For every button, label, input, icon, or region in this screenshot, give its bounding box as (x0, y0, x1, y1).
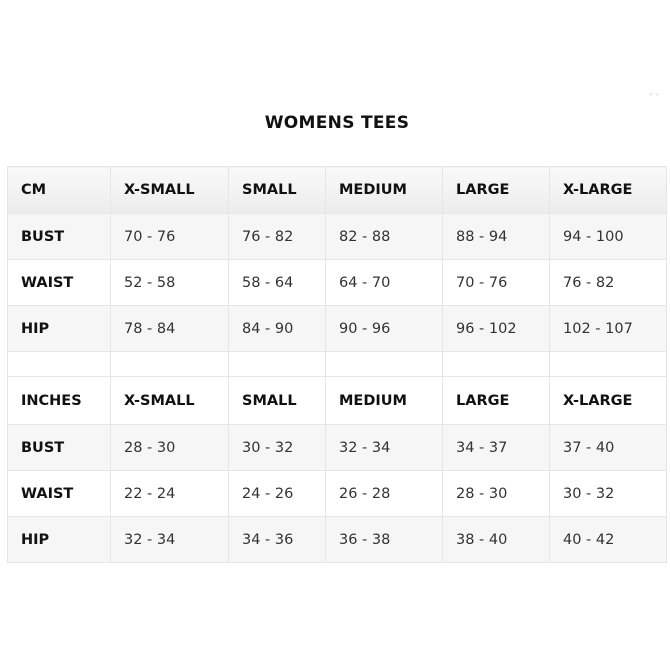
row-label: HIP (8, 306, 111, 352)
cm-hip-medium: 90 - 96 (326, 306, 443, 352)
cm-waist-medium: 64 - 70 (326, 260, 443, 306)
in-hip-xlarge: 40 - 42 (550, 517, 667, 563)
in-waist-xlarge: 30 - 32 (550, 471, 667, 517)
row-label: BUST (8, 425, 111, 471)
cm-hip-large: 96 - 102 (443, 306, 550, 352)
column-header-small: SMALL (229, 377, 326, 425)
cm-row-bust (8, 214, 667, 260)
cm-header-row (8, 167, 667, 214)
expand-icon[interactable]: ⌜⌝ (650, 93, 661, 101)
in-waist-medium: 26 - 28 (326, 471, 443, 517)
cm-bust-small: 76 - 82 (229, 214, 326, 260)
row-label: WAIST (8, 260, 111, 306)
cm-waist-xsmall: 52 - 58 (111, 260, 229, 306)
cm-bust-xlarge: 94 - 100 (550, 214, 667, 260)
column-header-small: SMALL (229, 167, 326, 214)
in-bust-small: 30 - 32 (229, 425, 326, 471)
in-waist-xsmall: 22 - 24 (111, 471, 229, 517)
cm-bust-large: 88 - 94 (443, 214, 550, 260)
cm-row-waist (8, 260, 667, 306)
in-waist-large: 28 - 30 (443, 471, 550, 517)
in-hip-medium: 36 - 38 (326, 517, 443, 563)
in-waist-small: 24 - 26 (229, 471, 326, 517)
in-hip-xsmall: 32 - 34 (111, 517, 229, 563)
cm-hip-xsmall: 78 - 84 (111, 306, 229, 352)
in-bust-xlarge: 37 - 40 (550, 425, 667, 471)
in-bust-medium: 32 - 34 (326, 425, 443, 471)
cm-hip-xlarge: 102 - 107 (550, 306, 667, 352)
size-chart-table (7, 166, 667, 563)
inches-row-hip (8, 517, 667, 563)
in-hip-large: 38 - 40 (443, 517, 550, 563)
cm-hip-small: 84 - 90 (229, 306, 326, 352)
inches-row-bust (8, 425, 667, 471)
cm-waist-large: 70 - 76 (443, 260, 550, 306)
cm-bust-medium: 82 - 88 (326, 214, 443, 260)
page-title: WOMENS TEES (264, 113, 410, 133)
column-header-medium: MEDIUM (326, 167, 443, 214)
column-header-large: LARGE (443, 377, 550, 425)
row-label: HIP (8, 517, 111, 563)
inches-row-waist (8, 471, 667, 517)
column-header-xlarge: X-LARGE (550, 167, 667, 214)
spacer-row (8, 352, 667, 377)
in-bust-xsmall: 28 - 30 (111, 425, 229, 471)
cm-waist-xlarge: 76 - 82 (550, 260, 667, 306)
in-hip-small: 34 - 36 (229, 517, 326, 563)
column-header-xlarge: X-LARGE (550, 377, 667, 425)
in-bust-large: 34 - 37 (443, 425, 550, 471)
column-header-xsmall: X-SMALL (111, 377, 229, 425)
inches-unit-header: INCHES (8, 377, 111, 425)
column-header-xsmall: X-SMALL (111, 167, 229, 214)
row-label: BUST (8, 214, 111, 260)
cm-unit-header: CM (8, 167, 111, 214)
cm-bust-xsmall: 70 - 76 (111, 214, 229, 260)
column-header-medium: MEDIUM (326, 377, 443, 425)
row-label: WAIST (8, 471, 111, 517)
cm-row-hip (8, 306, 667, 352)
inches-header-row (8, 377, 667, 425)
column-header-large: LARGE (443, 167, 550, 214)
cm-waist-small: 58 - 64 (229, 260, 326, 306)
